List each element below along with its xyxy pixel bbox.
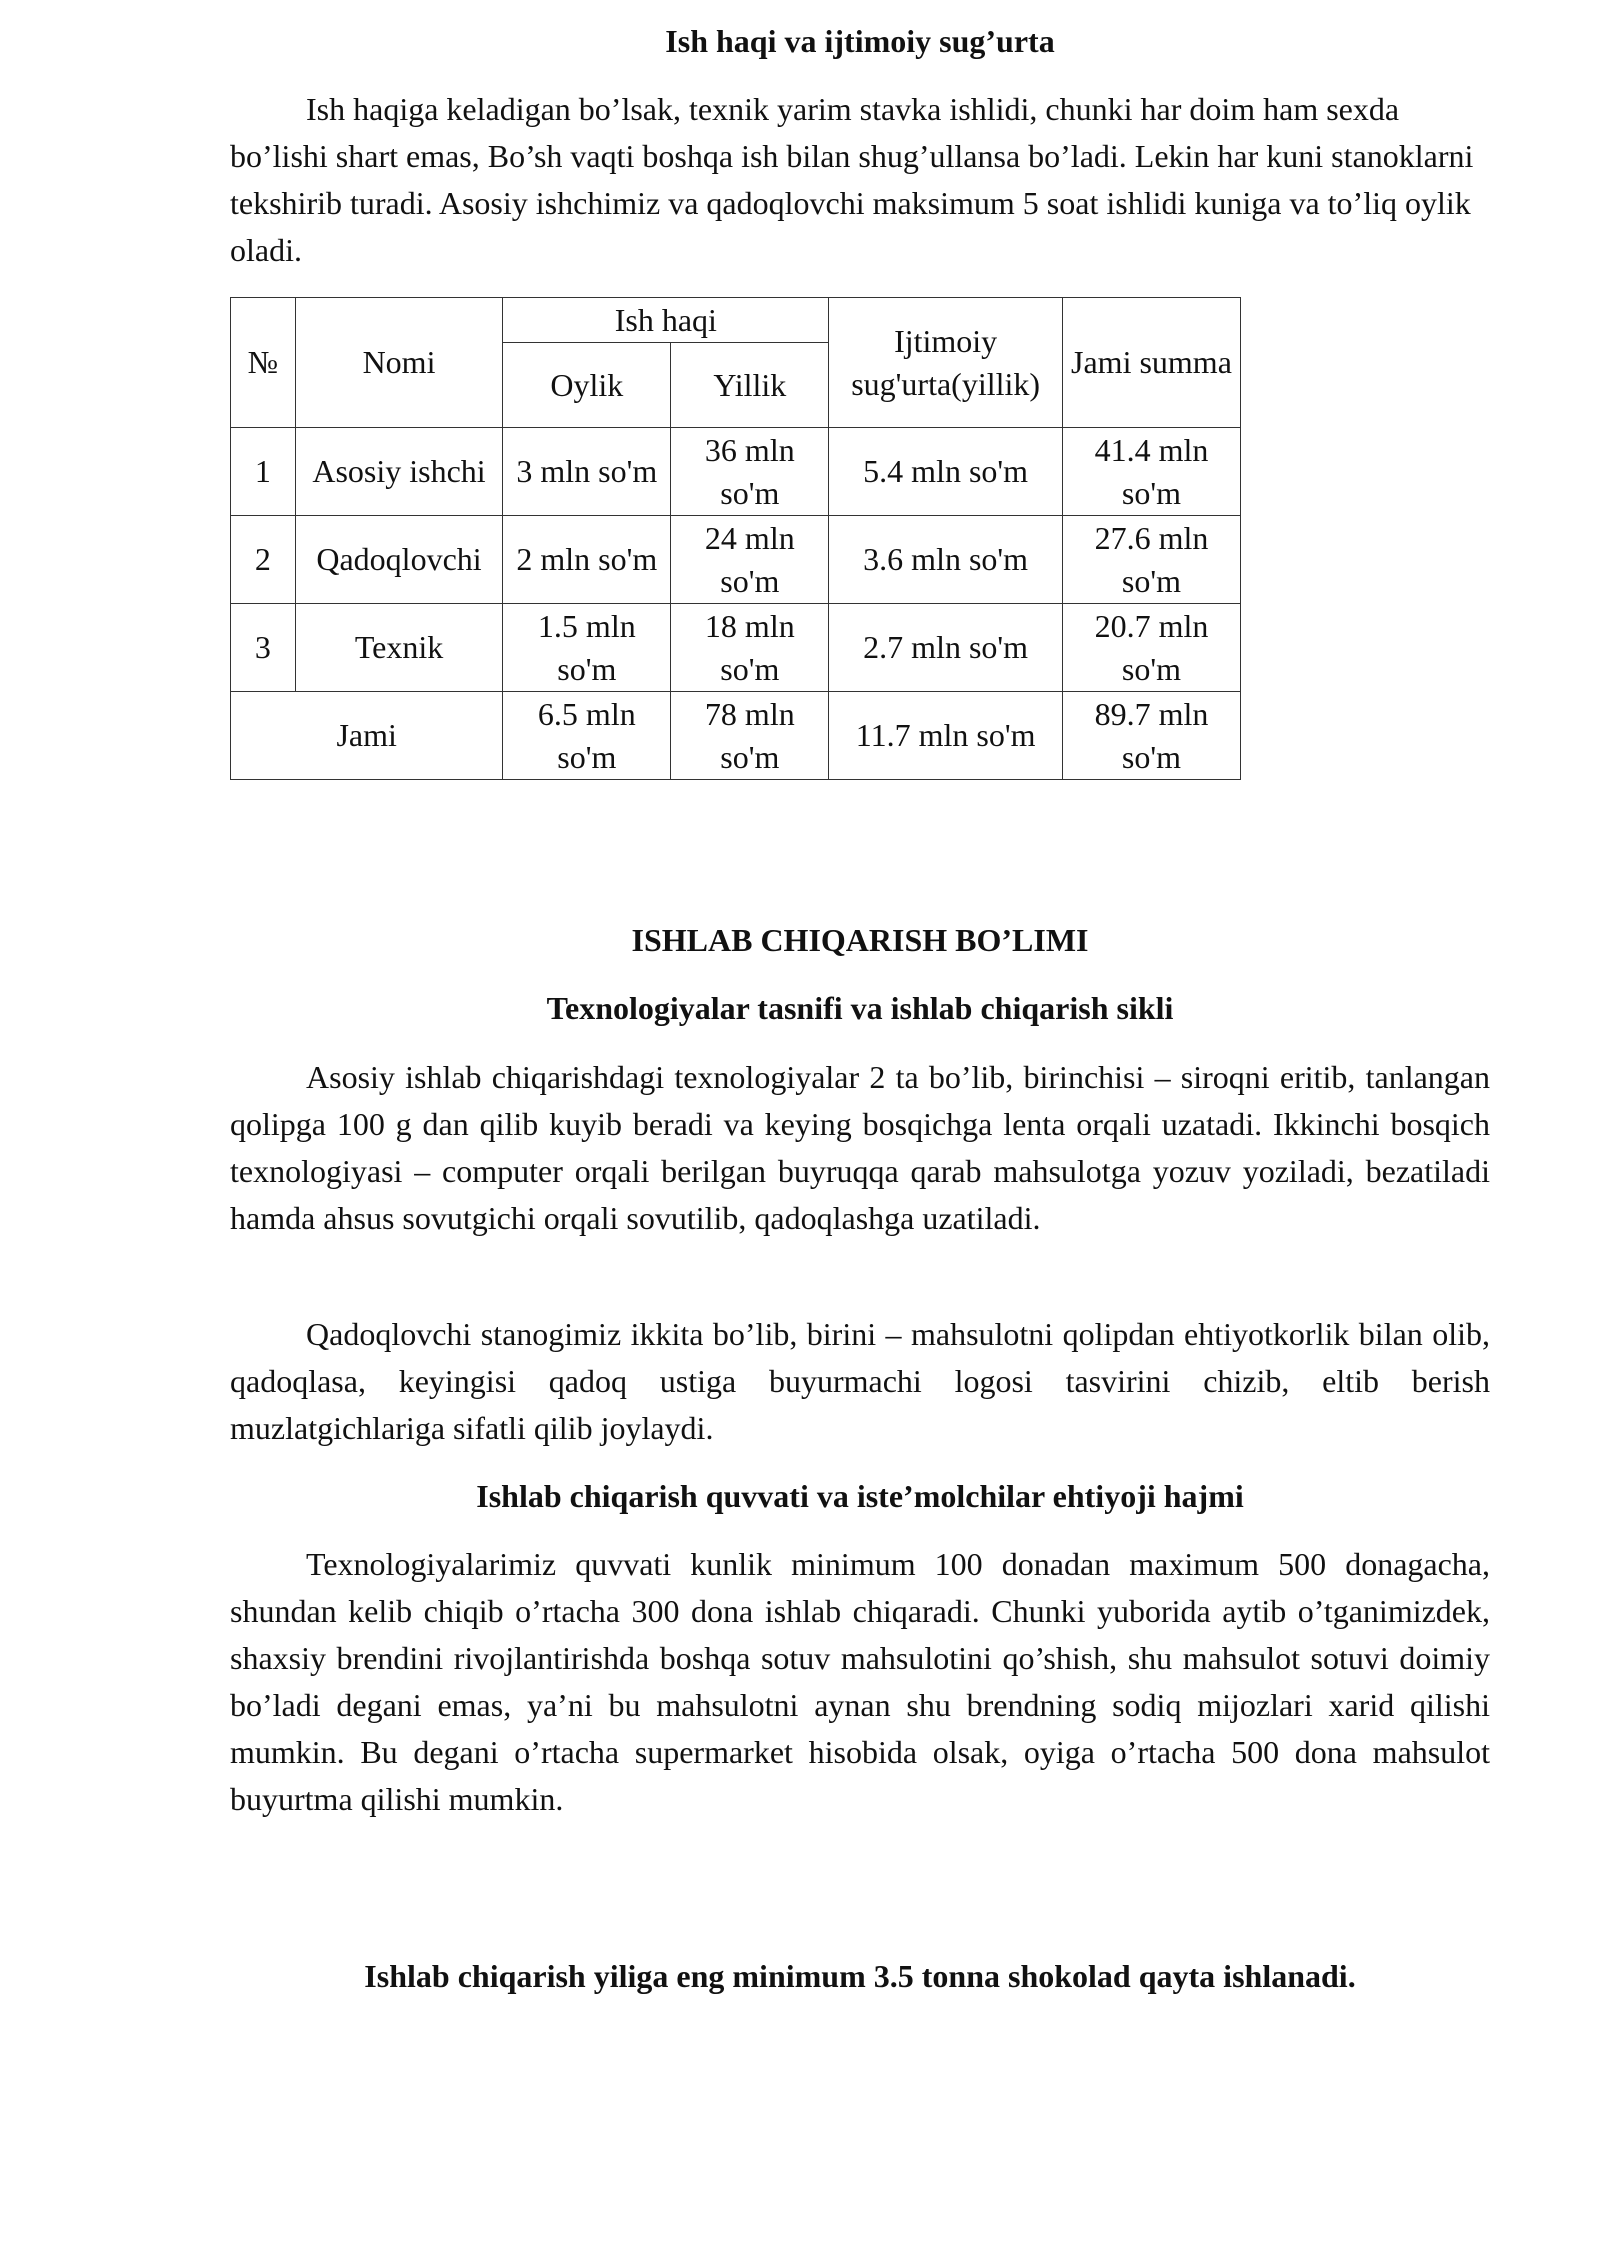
subsection-title-technology: Texnologiyalar tasnifi va ishlab chiqarish sikli — [546, 990, 1174, 1026]
section-title-salary: Ish haqi va ijtimoiy sug’urta — [665, 23, 1055, 59]
row-social: 3.6 mln so'm — [829, 516, 1063, 604]
row-name: Asosiy ishchi — [295, 428, 503, 516]
total-yearly: 78 mln so'm — [671, 692, 829, 780]
salary-table — [230, 297, 1241, 780]
row-num: 1 — [231, 428, 296, 516]
table-header-yearly: Yillik — [671, 343, 829, 428]
table-header-salary: Ish haqi — [503, 298, 829, 343]
row-name: Qadoqlovchi — [295, 516, 503, 604]
table-header-monthly: Oylik — [503, 343, 671, 428]
table-row — [231, 428, 1241, 516]
row-monthly: 3 mln so'm — [503, 428, 671, 516]
table-header-total: Jami summa — [1062, 298, 1240, 428]
table-row — [231, 516, 1241, 604]
total-social: 11.7 mln so'm — [829, 692, 1063, 780]
row-social: 5.4 mln so'm — [829, 428, 1063, 516]
row-yearly: 36 mln so'm — [671, 428, 829, 516]
row-name: Texnik — [295, 604, 503, 692]
technology-paragraph-2: Qadoqlovchi stanogimiz ikkita bo’lib, birini – mahsulotni qolipdan ehtiyotkorlik bilan olib, qadoqlasa, keyingisi qadoq ustiga buyurmachi logosi tasvirini chizib, eltib berish muzlatgichlariga sifatli qilib joylaydi. — [230, 1316, 1490, 1446]
row-num: 2 — [231, 516, 296, 604]
table-header-social: Ijtimoiy sug'urta(yillik) — [829, 298, 1063, 428]
salary-paragraph: Ish haqiga keladigan bo’lsak, texnik yarim stavka ishlidi, chunki har doim ham sexda bo’lishi shart emas, Bo’sh vaqti boshqa ish bilan shug’ullansa bo’ladi. Lekin har kuni stanoklarni tekshirib turadi. Asosiy ishchimiz va qadoqlovchi maksimum 5 soat ishlidi kuniga va to’liq oylik oladi. — [230, 91, 1474, 268]
row-total: 20.7 mln so'm — [1062, 604, 1240, 692]
capacity-paragraph: Texnologiyalarimiz quvvati kunlik minimum 100 donadan maximum 500 donagacha, shundan kelib chiqib o’rtacha 300 dona ishlab chiqaradi. Chunki yuborida aytib o’tganimizdek, shaxsiy brendini rivojlantirishda boshqa sotuv mahsulotini qo’shish, shu mahsulot sotuvi doimiy bo’ladi degani emas, ya’ni bu mahsulotni aynan shu brendning sodiq mijozlari xarid qilishi mumkin. Bu degani o’rtacha supermarket hisobida olsak, oyiga o’rtacha 500 dona mahsulot buyurtma qilishi mumkin. — [230, 1546, 1490, 1817]
total-label: Jami — [231, 692, 503, 780]
total-sum: 89.7 mln so'm — [1062, 692, 1240, 780]
table-total-row — [231, 692, 1241, 780]
technology-paragraph-1: Asosiy ishlab chiqarishdagi texnologiyalar 2 ta bo’lib, birinchisi – siroqni eritib, tanlangan qolipga 100 g dan qilib kuyib beradi va keying bosqichga lenta orqali uzatadi. Ikkinchi bosqich texnologiyasi – computer orqali berilgan buyruqqa qarab mahsulotga yozuv yoziladi, bezatiladi hamda ahsus sovutgichi orqali sovutilib, qadoqlashga uzatiladi. — [230, 1059, 1490, 1236]
row-monthly: 1.5 mln so'm — [503, 604, 671, 692]
row-yearly: 24 mln so'm — [671, 516, 829, 604]
row-total: 41.4 mln so'm — [1062, 428, 1240, 516]
total-monthly: 6.5 mln so'm — [503, 692, 671, 780]
row-total: 27.6 mln so'm — [1062, 516, 1240, 604]
table-header-num: № — [231, 298, 296, 428]
section-title-production: ISHLAB CHIQARISH BO’LIMI — [631, 922, 1089, 958]
row-yearly: 18 mln so'm — [671, 604, 829, 692]
row-monthly: 2 mln so'm — [503, 516, 671, 604]
row-num: 3 — [231, 604, 296, 692]
row-social: 2.7 mln so'm — [829, 604, 1063, 692]
table-row — [231, 604, 1241, 692]
table-header-name: Nomi — [295, 298, 503, 428]
conclusion-text: Ishlab chiqarish yiligа eng minimum 3.5 tonna shokolad qayta ishlanadi. — [364, 1958, 1356, 1994]
subsection-title-capacity: Ishlab chiqarish quvvati va iste’molchilar ehtiyoji hajmi — [476, 1478, 1244, 1514]
